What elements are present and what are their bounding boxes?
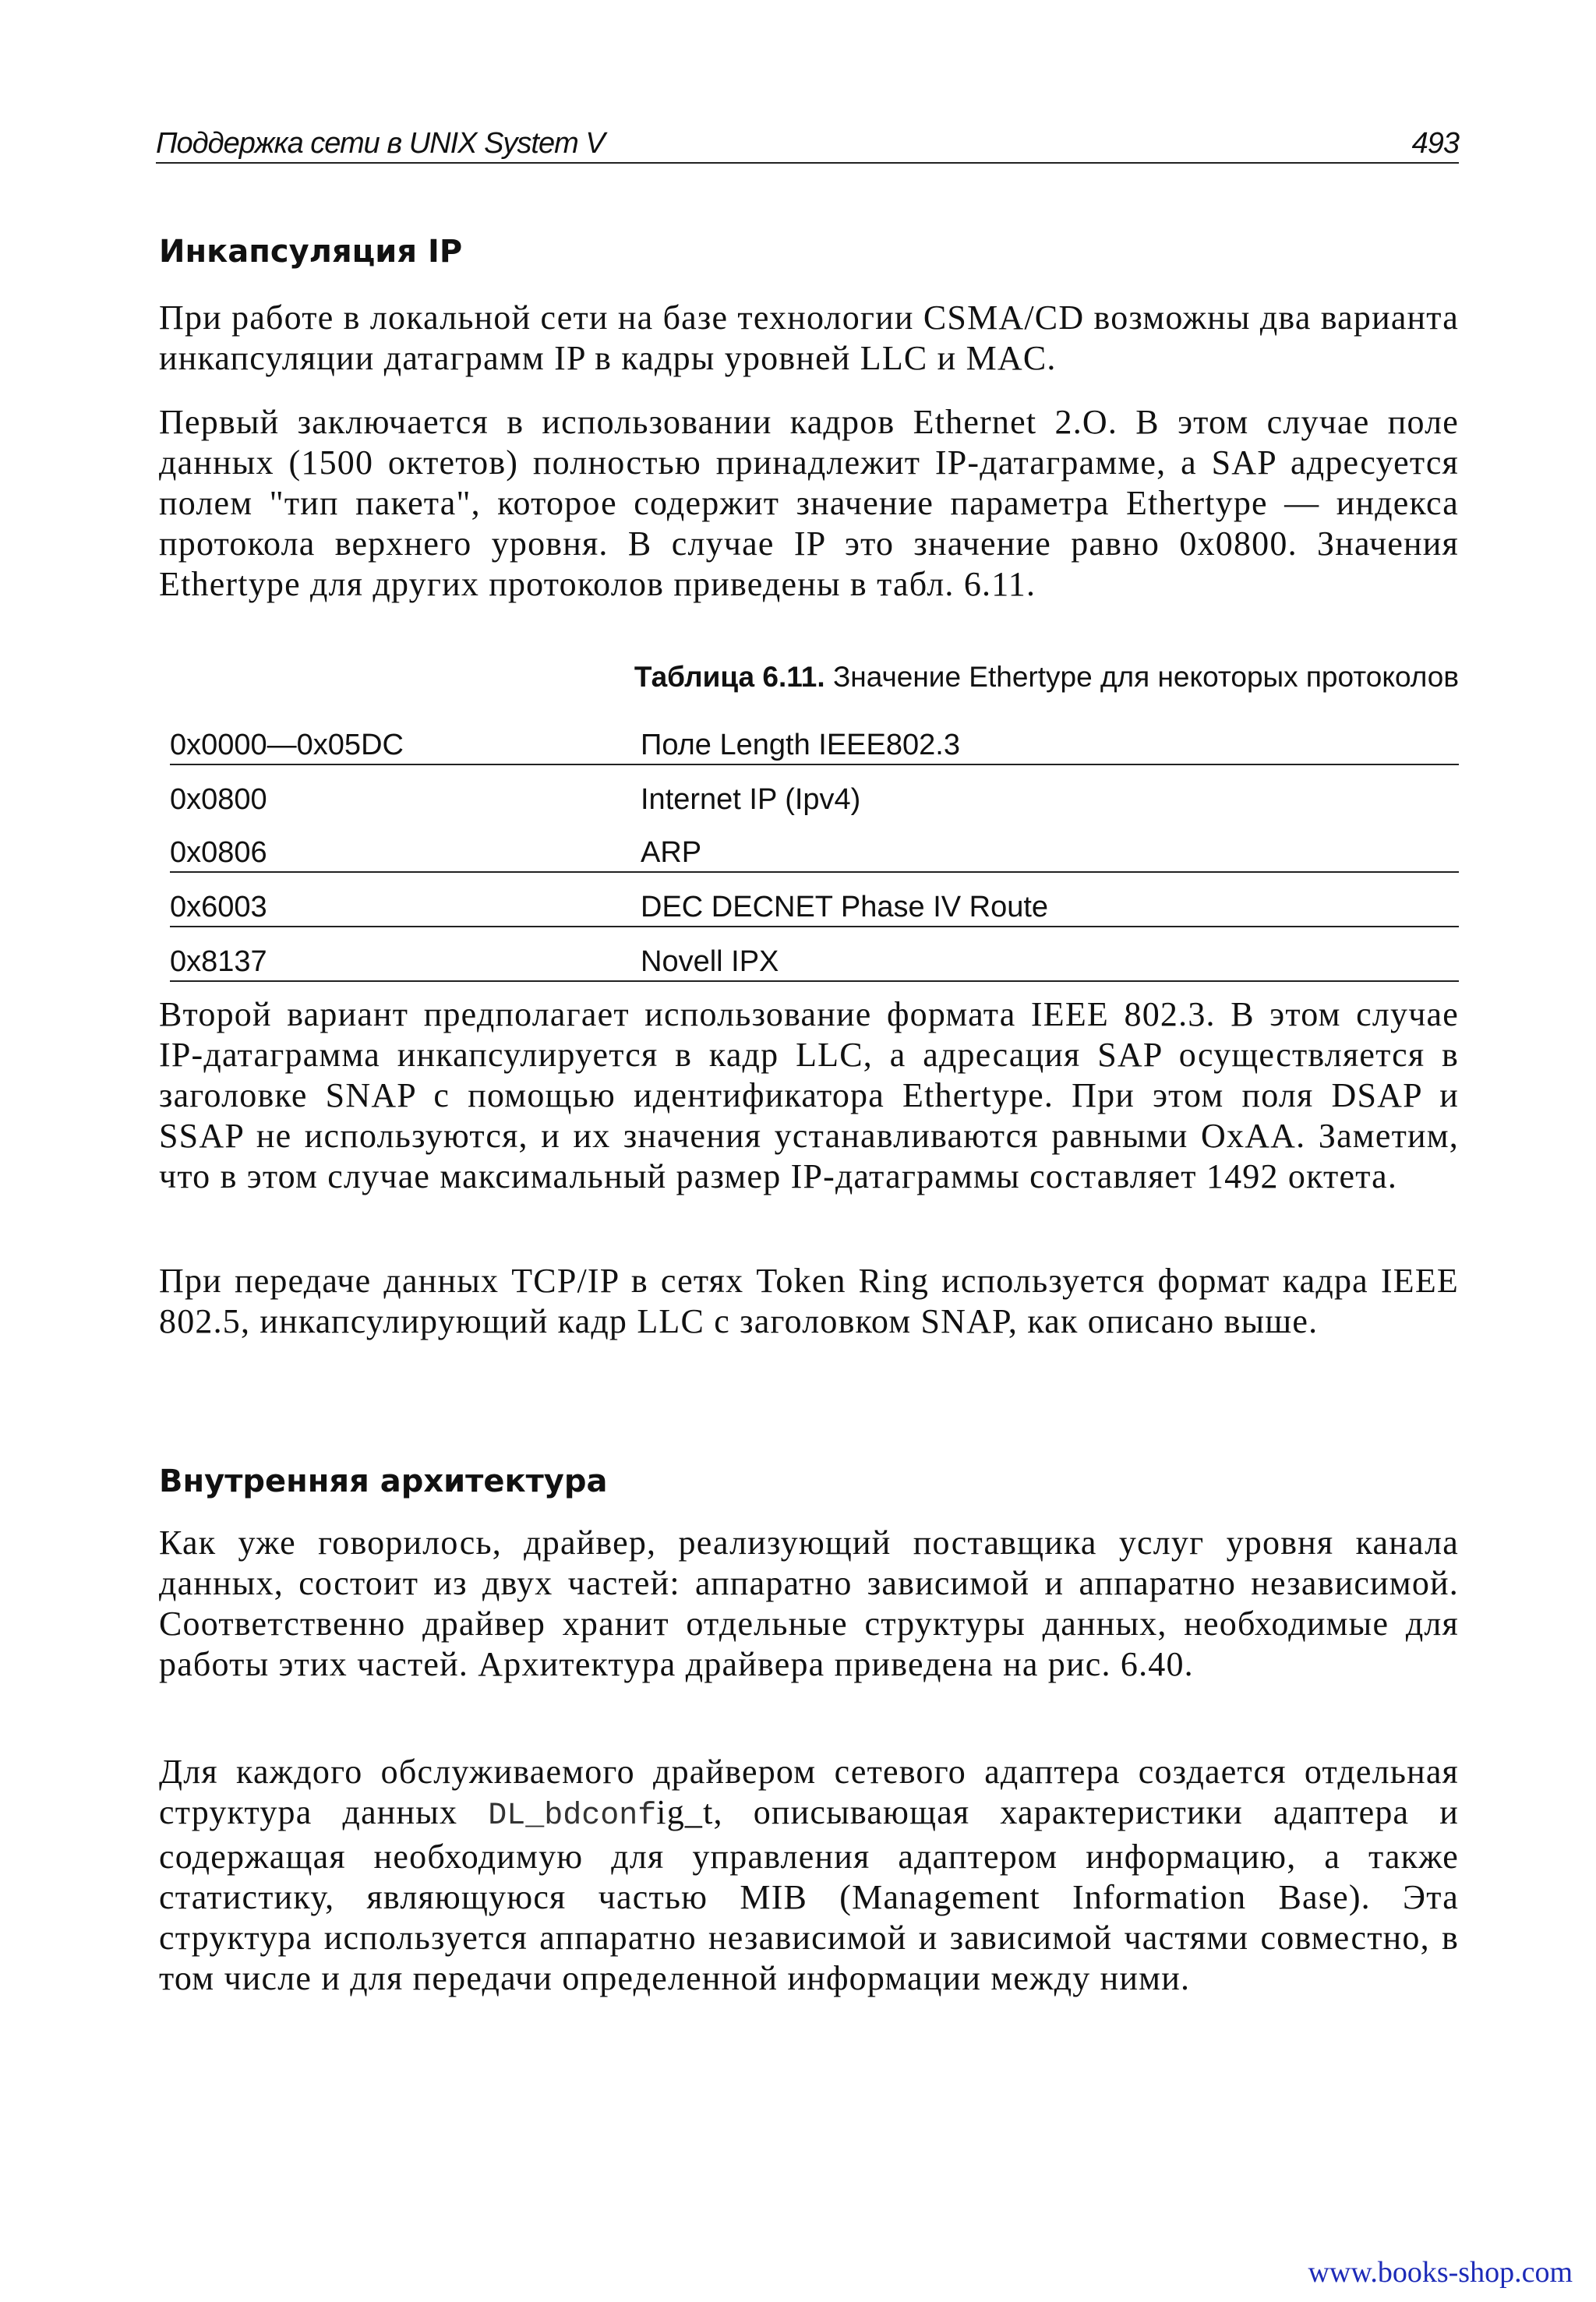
page-number: 493 <box>1411 127 1459 160</box>
protocol-name: Поле Length IEEE802.3 <box>641 729 960 761</box>
ethertype-code: 0x0000—0x05DC <box>170 729 404 761</box>
protocol-name: ARP <box>641 836 702 869</box>
ethertype-table <box>170 711 1459 982</box>
table-row <box>170 818 1459 873</box>
ethertype-code: 0x0806 <box>170 836 267 869</box>
paragraph-ethernet2: Первый заключается в использовании кадров Ethernet 2.O. В этом случае поле данных (1500 октетов) полностью принадлежит IP-датаграмме, а SAP адресуется полем "тип пакета", которое содержит значение параметра Ethertype — индекса протокола верхнего уровня. В случае IP это значение равно 0x0800. Значения Ethertype для других протоколов приведены в табл. 6.11. <box>159 403 1459 603</box>
running-head <box>156 125 1459 164</box>
paragraph-text: Для каждого обслуживаемого драйвером сетевого адаптера создается отдельная структура данных <box>159 1753 1459 1831</box>
table-caption-label: Таблица 6.11. <box>634 661 825 693</box>
code-identifier: DL_bdconf <box>488 1799 657 1834</box>
protocol-name: Internet IP (Ipv4) <box>641 783 861 816</box>
section-heading-ip-encapsulation: Инкапсуляция IP <box>159 234 463 270</box>
paragraph-driver-parts: Как уже говорилось, драйвер, реализующий поставщика услуг уровня канала данных, состоит из двух частей: аппаратно зависимой и аппаратно независимой. Соответственно драйвер хранит отдельные структуры данных, необходимые для работы этих частей. Архитектура драйвера приведена на рис. 6.40. <box>159 1523 1459 1683</box>
ethertype-code: 0x0800 <box>170 783 267 816</box>
paragraph-text: ig_t, описывающая характеристики адаптера и содержащая необходимую для управления адаптером информацию, а также статистику, являющуюся частью MIB (Management Information Base). Эта структура используется аппаратно независимой и зависимой частями совместно, в том числе и для передачи определенной информации между ними. <box>159 1793 1459 1997</box>
table-row <box>170 873 1459 927</box>
protocol-name: Novell IPX <box>641 945 779 978</box>
paragraph-bdconfig <box>159 1752 1459 1999</box>
table-row <box>170 711 1459 765</box>
paragraph-token-ring: При передаче данных TCP/IP в сетях Token Ring используется формат кадра IEEE 802.5, инкапсулирующий кадр LLC с заголовком SNAP, как описано выше. <box>159 1262 1459 1340</box>
table-row <box>170 765 1459 818</box>
table-caption <box>634 661 1459 694</box>
table-caption-text: Значение Ethertype для некоторых протоколов <box>832 661 1459 693</box>
paragraph-ieee8023: Второй вариант предполагает использование формата IEEE 802.3. В этом случае IP-датаграмма инкапсулируется в кадр LLC, а адресация SAP осуществляется в заголовке SNAP с помощью идентификатора Ethertype. При этом поля DSAP и SSAP не используются, и их значения устанавливаются равными OxAA. Заметим, что в этом случае максимальный размер IP-датаграммы составляет 1492 октета. <box>159 995 1459 1195</box>
ethertype-code: 0x8137 <box>170 945 267 978</box>
section-heading-internal-architecture: Внутренняя архитектура <box>159 1463 608 1499</box>
ethertype-code: 0x6003 <box>170 891 267 923</box>
running-title: Поддержка сети в UNIX System V <box>156 127 605 160</box>
protocol-name: DEC DECNET Phase IV Route <box>641 891 1049 923</box>
paragraph-intro: При работе в локальной сети на базе технологии CSMA/CD возможны два варианта инкапсуляции датаграмм IP в кадры уровней LLC и MAC. <box>159 298 1459 377</box>
table-row <box>170 927 1459 982</box>
watermark: www.books-shop.com <box>1308 2256 1573 2289</box>
